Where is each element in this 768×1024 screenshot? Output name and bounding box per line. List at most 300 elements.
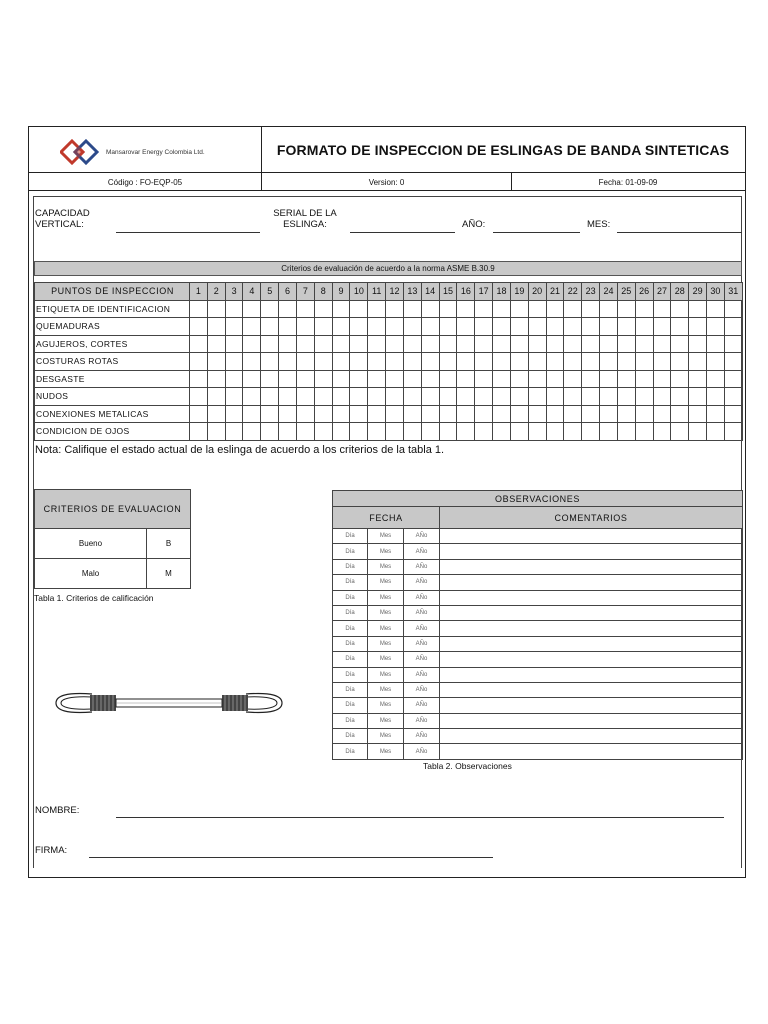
inspection-cell[interactable] [689, 300, 707, 318]
inspection-cell[interactable] [190, 388, 208, 406]
inspection-cell[interactable] [600, 300, 618, 318]
inspection-cell[interactable] [475, 370, 493, 388]
inspection-cell[interactable] [279, 388, 297, 406]
inspection-cell[interactable] [225, 300, 243, 318]
mes-cell[interactable]: Mes [368, 744, 404, 759]
inspection-cell[interactable] [457, 300, 475, 318]
inspection-cell[interactable] [439, 423, 457, 441]
mes-cell[interactable]: Mes [368, 544, 404, 559]
inspection-cell[interactable] [475, 353, 493, 371]
inspection-cell[interactable] [368, 405, 386, 423]
inspection-cell[interactable] [457, 335, 475, 353]
inspection-cell[interactable] [279, 370, 297, 388]
comentario-cell[interactable] [440, 636, 743, 651]
anio-cell[interactable]: AÑo [404, 652, 440, 667]
inspection-cell[interactable] [421, 405, 439, 423]
inspection-cell[interactable] [510, 353, 528, 371]
inspection-cell[interactable] [386, 300, 404, 318]
comentario-cell[interactable] [440, 729, 743, 744]
inspection-cell[interactable] [564, 300, 582, 318]
mes-cell[interactable]: Mes [368, 575, 404, 590]
inspection-cell[interactable] [243, 353, 261, 371]
inspection-cell[interactable] [582, 353, 600, 371]
comentario-cell[interactable] [440, 605, 743, 620]
inspection-cell[interactable] [421, 300, 439, 318]
inspection-cell[interactable] [368, 423, 386, 441]
inspection-cell[interactable] [546, 423, 564, 441]
inspection-cell[interactable] [243, 388, 261, 406]
inspection-cell[interactable] [671, 370, 689, 388]
inspection-cell[interactable] [350, 318, 368, 336]
dia-cell[interactable]: Día [333, 590, 368, 605]
inspection-cell[interactable] [600, 405, 618, 423]
inspection-cell[interactable] [332, 405, 350, 423]
anio-cell[interactable]: AÑo [404, 575, 440, 590]
inspection-cell[interactable] [457, 388, 475, 406]
inspection-cell[interactable] [421, 353, 439, 371]
inspection-cell[interactable] [439, 300, 457, 318]
inspection-cell[interactable] [439, 405, 457, 423]
inspection-cell[interactable] [528, 318, 546, 336]
inspection-cell[interactable] [493, 388, 511, 406]
mes-cell[interactable]: Mes [368, 529, 404, 544]
inspection-cell[interactable] [600, 318, 618, 336]
inspection-cell[interactable] [261, 370, 279, 388]
inspection-cell[interactable] [689, 370, 707, 388]
inspection-cell[interactable] [635, 370, 653, 388]
inspection-cell[interactable] [653, 353, 671, 371]
dia-cell[interactable]: Día [333, 652, 368, 667]
comentario-cell[interactable] [440, 713, 743, 728]
inspection-cell[interactable] [653, 335, 671, 353]
inspection-cell[interactable] [635, 423, 653, 441]
inspection-cell[interactable] [243, 335, 261, 353]
inspection-cell[interactable] [332, 423, 350, 441]
inspection-cell[interactable] [493, 318, 511, 336]
inspection-cell[interactable] [190, 370, 208, 388]
dia-cell[interactable]: Día [333, 729, 368, 744]
inspection-cell[interactable] [475, 318, 493, 336]
dia-cell[interactable]: Día [333, 667, 368, 682]
mes-cell[interactable]: Mes [368, 682, 404, 697]
inspection-cell[interactable] [493, 405, 511, 423]
dia-cell[interactable]: Día [333, 621, 368, 636]
inspection-cell[interactable] [493, 370, 511, 388]
inspection-cell[interactable] [528, 370, 546, 388]
comentario-cell[interactable] [440, 652, 743, 667]
inspection-cell[interactable] [243, 370, 261, 388]
inspection-cell[interactable] [332, 388, 350, 406]
inspection-cell[interactable] [403, 300, 421, 318]
inspection-cell[interactable] [368, 318, 386, 336]
inspection-cell[interactable] [296, 423, 314, 441]
inspection-cell[interactable] [314, 423, 332, 441]
inspection-cell[interactable] [600, 353, 618, 371]
inspection-cell[interactable] [617, 300, 635, 318]
dia-cell[interactable]: Día [333, 744, 368, 759]
inspection-cell[interactable] [457, 405, 475, 423]
mes-field[interactable] [617, 232, 742, 233]
inspection-cell[interactable] [707, 405, 725, 423]
dia-cell[interactable]: Día [333, 636, 368, 651]
dia-cell[interactable]: Día [333, 698, 368, 713]
inspection-cell[interactable] [314, 318, 332, 336]
inspection-cell[interactable] [439, 353, 457, 371]
inspection-cell[interactable] [314, 335, 332, 353]
inspection-cell[interactable] [207, 335, 225, 353]
inspection-cell[interactable] [386, 405, 404, 423]
inspection-cell[interactable] [350, 388, 368, 406]
inspection-cell[interactable] [403, 353, 421, 371]
inspection-cell[interactable] [225, 335, 243, 353]
inspection-cell[interactable] [635, 300, 653, 318]
inspection-cell[interactable] [350, 300, 368, 318]
inspection-cell[interactable] [635, 388, 653, 406]
inspection-cell[interactable] [403, 405, 421, 423]
inspection-cell[interactable] [314, 388, 332, 406]
inspection-cell[interactable] [225, 405, 243, 423]
inspection-cell[interactable] [403, 335, 421, 353]
inspection-cell[interactable] [510, 318, 528, 336]
inspection-cell[interactable] [190, 335, 208, 353]
mes-cell[interactable]: Mes [368, 559, 404, 574]
inspection-cell[interactable] [261, 423, 279, 441]
inspection-cell[interactable] [475, 335, 493, 353]
inspection-cell[interactable] [493, 353, 511, 371]
inspection-cell[interactable] [493, 300, 511, 318]
inspection-cell[interactable] [314, 300, 332, 318]
inspection-cell[interactable] [332, 335, 350, 353]
inspection-cell[interactable] [671, 335, 689, 353]
inspection-cell[interactable] [421, 423, 439, 441]
inspection-cell[interactable] [617, 335, 635, 353]
inspection-cell[interactable] [457, 370, 475, 388]
anio-cell[interactable]: AÑo [404, 698, 440, 713]
inspection-cell[interactable] [332, 300, 350, 318]
anio-field[interactable] [493, 232, 580, 233]
inspection-cell[interactable] [207, 300, 225, 318]
inspection-cell[interactable] [314, 405, 332, 423]
inspection-cell[interactable] [403, 370, 421, 388]
comentario-cell[interactable] [440, 744, 743, 759]
inspection-cell[interactable] [724, 300, 742, 318]
inspection-cell[interactable] [510, 423, 528, 441]
inspection-cell[interactable] [689, 388, 707, 406]
inspection-cell[interactable] [600, 370, 618, 388]
dia-cell[interactable]: Día [333, 559, 368, 574]
dia-cell[interactable]: Día [333, 575, 368, 590]
inspection-cell[interactable] [510, 335, 528, 353]
inspection-cell[interactable] [296, 405, 314, 423]
inspection-cell[interactable] [689, 353, 707, 371]
inspection-cell[interactable] [493, 335, 511, 353]
inspection-cell[interactable] [386, 318, 404, 336]
inspection-cell[interactable] [671, 300, 689, 318]
inspection-cell[interactable] [243, 405, 261, 423]
inspection-cell[interactable] [600, 335, 618, 353]
inspection-cell[interactable] [528, 388, 546, 406]
inspection-cell[interactable] [350, 335, 368, 353]
inspection-cell[interactable] [368, 388, 386, 406]
dia-cell[interactable]: Día [333, 544, 368, 559]
inspection-cell[interactable] [671, 388, 689, 406]
inspection-cell[interactable] [368, 370, 386, 388]
inspection-cell[interactable] [225, 353, 243, 371]
inspection-cell[interactable] [707, 318, 725, 336]
inspection-cell[interactable] [439, 388, 457, 406]
inspection-cell[interactable] [279, 405, 297, 423]
anio-cell[interactable]: AÑo [404, 636, 440, 651]
inspection-cell[interactable] [457, 353, 475, 371]
inspection-cell[interactable] [582, 405, 600, 423]
anio-cell[interactable]: AÑo [404, 729, 440, 744]
inspection-cell[interactable] [475, 405, 493, 423]
inspection-cell[interactable] [368, 353, 386, 371]
inspection-cell[interactable] [261, 300, 279, 318]
inspection-cell[interactable] [582, 423, 600, 441]
inspection-cell[interactable] [707, 300, 725, 318]
inspection-cell[interactable] [564, 370, 582, 388]
inspection-cell[interactable] [350, 405, 368, 423]
mes-cell[interactable]: Mes [368, 713, 404, 728]
inspection-cell[interactable] [403, 423, 421, 441]
inspection-cell[interactable] [724, 388, 742, 406]
inspection-cell[interactable] [296, 370, 314, 388]
inspection-cell[interactable] [635, 353, 653, 371]
inspection-cell[interactable] [332, 353, 350, 371]
inspection-cell[interactable] [386, 423, 404, 441]
anio-cell[interactable]: AÑo [404, 713, 440, 728]
inspection-cell[interactable] [689, 318, 707, 336]
inspection-cell[interactable] [225, 388, 243, 406]
inspection-cell[interactable] [261, 335, 279, 353]
inspection-cell[interactable] [546, 405, 564, 423]
inspection-cell[interactable] [296, 388, 314, 406]
inspection-cell[interactable] [564, 388, 582, 406]
inspection-cell[interactable] [207, 388, 225, 406]
anio-cell[interactable]: AÑo [404, 605, 440, 620]
comentario-cell[interactable] [440, 575, 743, 590]
inspection-cell[interactable] [296, 300, 314, 318]
inspection-cell[interactable] [617, 388, 635, 406]
inspection-cell[interactable] [332, 370, 350, 388]
mes-cell[interactable]: Mes [368, 605, 404, 620]
inspection-cell[interactable] [368, 335, 386, 353]
mes-cell[interactable]: Mes [368, 636, 404, 651]
inspection-cell[interactable] [617, 370, 635, 388]
inspection-cell[interactable] [653, 318, 671, 336]
inspection-cell[interactable] [707, 353, 725, 371]
dia-cell[interactable]: Día [333, 682, 368, 697]
mes-cell[interactable]: Mes [368, 590, 404, 605]
inspection-cell[interactable] [190, 405, 208, 423]
inspection-cell[interactable] [707, 335, 725, 353]
inspection-cell[interactable] [279, 300, 297, 318]
comentario-cell[interactable] [440, 529, 743, 544]
mes-cell[interactable]: Mes [368, 698, 404, 713]
anio-cell[interactable]: AÑo [404, 621, 440, 636]
mes-cell[interactable]: Mes [368, 729, 404, 744]
inspection-cell[interactable] [528, 335, 546, 353]
inspection-cell[interactable] [564, 353, 582, 371]
inspection-cell[interactable] [689, 335, 707, 353]
anio-cell[interactable]: AÑo [404, 529, 440, 544]
inspection-cell[interactable] [724, 335, 742, 353]
mes-cell[interactable]: Mes [368, 652, 404, 667]
inspection-cell[interactable] [279, 318, 297, 336]
inspection-cell[interactable] [617, 405, 635, 423]
inspection-cell[interactable] [707, 370, 725, 388]
comentario-cell[interactable] [440, 698, 743, 713]
dia-cell[interactable]: Día [333, 529, 368, 544]
inspection-cell[interactable] [403, 318, 421, 336]
inspection-cell[interactable] [439, 335, 457, 353]
inspection-cell[interactable] [724, 423, 742, 441]
inspection-cell[interactable] [582, 318, 600, 336]
dia-cell[interactable]: Día [333, 713, 368, 728]
inspection-cell[interactable] [724, 370, 742, 388]
anio-cell[interactable]: AÑo [404, 667, 440, 682]
anio-cell[interactable]: AÑo [404, 544, 440, 559]
inspection-cell[interactable] [671, 353, 689, 371]
inspection-cell[interactable] [261, 405, 279, 423]
inspection-cell[interactable] [190, 318, 208, 336]
comentario-cell[interactable] [440, 544, 743, 559]
inspection-cell[interactable] [243, 423, 261, 441]
inspection-cell[interactable] [190, 353, 208, 371]
inspection-cell[interactable] [653, 423, 671, 441]
inspection-cell[interactable] [635, 318, 653, 336]
inspection-cell[interactable] [546, 353, 564, 371]
inspection-cell[interactable] [510, 370, 528, 388]
inspection-cell[interactable] [296, 353, 314, 371]
inspection-cell[interactable] [689, 423, 707, 441]
inspection-cell[interactable] [671, 318, 689, 336]
inspection-cell[interactable] [457, 318, 475, 336]
inspection-cell[interactable] [403, 388, 421, 406]
inspection-cell[interactable] [582, 388, 600, 406]
inspection-cell[interactable] [528, 353, 546, 371]
inspection-cell[interactable] [724, 353, 742, 371]
inspection-cell[interactable] [564, 335, 582, 353]
inspection-cell[interactable] [528, 423, 546, 441]
inspection-cell[interactable] [350, 423, 368, 441]
inspection-cell[interactable] [617, 353, 635, 371]
inspection-cell[interactable] [653, 370, 671, 388]
inspection-cell[interactable] [510, 405, 528, 423]
inspection-cell[interactable] [279, 353, 297, 371]
inspection-cell[interactable] [600, 388, 618, 406]
inspection-cell[interactable] [617, 423, 635, 441]
comentario-cell[interactable] [440, 667, 743, 682]
comentario-cell[interactable] [440, 590, 743, 605]
inspection-cell[interactable] [653, 300, 671, 318]
inspection-cell[interactable] [546, 388, 564, 406]
inspection-cell[interactable] [689, 405, 707, 423]
anio-cell[interactable]: AÑo [404, 590, 440, 605]
inspection-cell[interactable] [564, 423, 582, 441]
inspection-cell[interactable] [582, 300, 600, 318]
comentario-cell[interactable] [440, 621, 743, 636]
inspection-cell[interactable] [582, 370, 600, 388]
inspection-cell[interactable] [421, 388, 439, 406]
inspection-cell[interactable] [653, 388, 671, 406]
inspection-cell[interactable] [296, 335, 314, 353]
comentario-cell[interactable] [440, 559, 743, 574]
inspection-cell[interactable] [475, 388, 493, 406]
inspection-cell[interactable] [724, 405, 742, 423]
inspection-cell[interactable] [207, 370, 225, 388]
inspection-cell[interactable] [190, 423, 208, 441]
inspection-cell[interactable] [546, 318, 564, 336]
mes-cell[interactable]: Mes [368, 621, 404, 636]
inspection-cell[interactable] [350, 353, 368, 371]
inspection-cell[interactable] [475, 300, 493, 318]
inspection-cell[interactable] [332, 318, 350, 336]
inspection-cell[interactable] [528, 300, 546, 318]
inspection-cell[interactable] [724, 318, 742, 336]
inspection-cell[interactable] [386, 388, 404, 406]
inspection-cell[interactable] [653, 405, 671, 423]
inspection-cell[interactable] [546, 300, 564, 318]
inspection-cell[interactable] [386, 335, 404, 353]
inspection-cell[interactable] [368, 300, 386, 318]
inspection-cell[interactable] [439, 370, 457, 388]
inspection-cell[interactable] [225, 370, 243, 388]
anio-cell[interactable]: AÑo [404, 559, 440, 574]
inspection-cell[interactable] [279, 423, 297, 441]
inspection-cell[interactable] [279, 335, 297, 353]
inspection-cell[interactable] [190, 300, 208, 318]
inspection-cell[interactable] [243, 318, 261, 336]
inspection-cell[interactable] [421, 335, 439, 353]
comentario-cell[interactable] [440, 682, 743, 697]
inspection-cell[interactable] [225, 318, 243, 336]
inspection-cell[interactable] [207, 318, 225, 336]
inspection-cell[interactable] [564, 405, 582, 423]
nombre-field[interactable] [116, 817, 724, 818]
inspection-cell[interactable] [671, 423, 689, 441]
inspection-cell[interactable] [207, 405, 225, 423]
inspection-cell[interactable] [207, 353, 225, 371]
inspection-cell[interactable] [600, 423, 618, 441]
inspection-cell[interactable] [314, 353, 332, 371]
inspection-cell[interactable] [421, 318, 439, 336]
capacidad-field[interactable] [116, 232, 260, 233]
inspection-cell[interactable] [617, 318, 635, 336]
inspection-cell[interactable] [528, 405, 546, 423]
inspection-cell[interactable] [546, 370, 564, 388]
inspection-cell[interactable] [386, 370, 404, 388]
inspection-cell[interactable] [314, 370, 332, 388]
inspection-cell[interactable] [261, 388, 279, 406]
inspection-cell[interactable] [475, 423, 493, 441]
inspection-cell[interactable] [546, 335, 564, 353]
inspection-cell[interactable] [225, 423, 243, 441]
inspection-cell[interactable] [421, 370, 439, 388]
inspection-cell[interactable] [457, 423, 475, 441]
anio-cell[interactable]: AÑo [404, 682, 440, 697]
inspection-cell[interactable] [707, 388, 725, 406]
inspection-cell[interactable] [261, 353, 279, 371]
inspection-cell[interactable] [439, 318, 457, 336]
dia-cell[interactable]: Día [333, 605, 368, 620]
inspection-cell[interactable] [386, 353, 404, 371]
inspection-cell[interactable] [243, 300, 261, 318]
inspection-cell[interactable] [350, 370, 368, 388]
inspection-cell[interactable] [207, 423, 225, 441]
inspection-cell[interactable] [582, 335, 600, 353]
